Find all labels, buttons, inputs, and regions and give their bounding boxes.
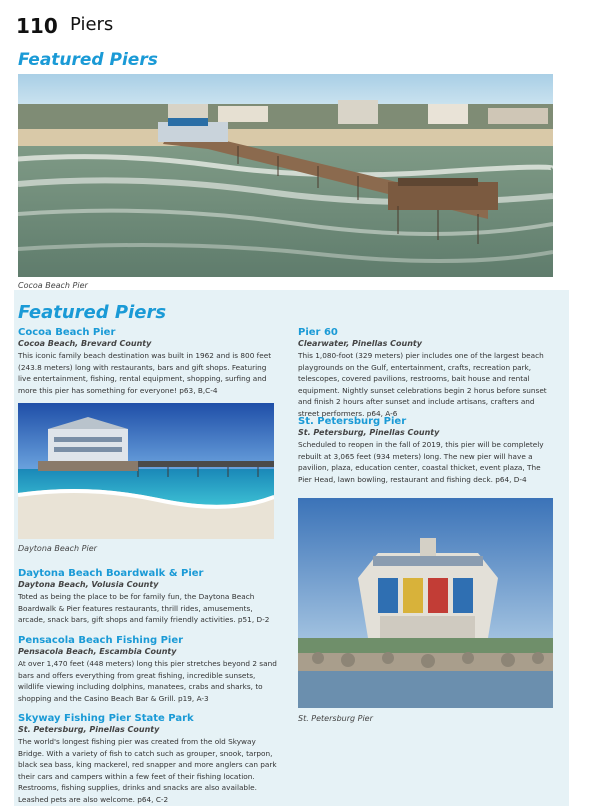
section-name: Piers [70,14,114,35]
entry-daytona-beach-boardwalk [18,568,280,626]
entry-cocoa-beach-pier [18,327,278,396]
entry-body: At over 1,470 feet (448 meters) long this pier stretches beyond 2 sand bars and offers everything from great fishing, incredible sunsets, wildlife viewing including dolphins, manatees, crabs and sharks, to shopping and the Casino Beach Bar & Grill. p19, A-3 [18,659,277,703]
st-petersburg-pier-photo [298,498,553,708]
entry-location: Clearwater, Pinellas County [298,339,422,348]
entry-location: St. Petersburg, Pinellas County [18,725,160,734]
caption-st-petersburg-pier: St. Petersburg Pier [298,714,373,723]
entry-pensacola-beach-fishing-pier [18,635,280,704]
entry-body: The world's longest fishing pier was created from the old Skyway Bridge. With a variety of fish to catch such as grouper, snook, tarpon, black sea bass, king mackerel, red snapper and more anglers can park their cars and campers within a few feet of their fishing location. Restrooms, fishing supplies, drinks and snacks are also available. Leashed pets are also welcome. p64, C-2 [18,737,277,804]
entry-st-petersburg-pier [298,416,556,485]
caption-daytona-beach-pier: Daytona Beach Pier [18,544,97,553]
entry-pier-60 [298,327,556,419]
entry-location: St. Petersburg, Pinellas County [298,428,440,437]
entry-title: Cocoa Beach Pier [18,327,116,338]
cocoa-beach-pier-photo [18,74,553,277]
page-number: 110 [16,14,58,38]
entry-title: Pier 60 [298,327,338,338]
entry-body: Toted as being the place to be for family fun, the Daytona Beach Boardwalk & Pier features restaurants, thrill rides, amusements, arcade, snack bars, gift shops and family friendly activities. p51, D-2 [18,592,270,624]
entry-title: Skyway Fishing Pier State Park [18,713,194,724]
entry-location: Pensacola Beach, Escambia County [18,647,177,656]
entry-title: Pensacola Beach Fishing Pier [18,635,184,646]
daytona-beach-pier-photo [18,403,274,539]
entry-skyway-fishing-pier [18,713,280,805]
entry-location: Cocoa Beach, Brevard County [18,339,152,348]
panel-title: Featured Piers [18,302,167,323]
entry-location: Daytona Beach, Volusia County [18,580,159,589]
entry-body: This iconic family beach destination was built in 1962 and is 800 feet (243.8 meters) long with restaurants, bars and gift shops. Featuring live entertainment, fishing, rental equipment, shopping, surfing and more this pier has something for everyone! p63, B,C-4 [18,351,272,395]
entry-body: This 1,080-foot (329 meters) pier includes one of the largest beach playgrounds on the Gulf, entertainment, crafts, recreation park, telescopes, covered pavilions, restrooms, bait house and rental equipment. Nightly sunset celebrations begin 2 horus before sunset and finish 2 hours after sunset and include artisans, crafters and street performers. p64, A-6 [298,351,547,418]
page-title: Featured Piers [18,50,158,70]
caption-cocoa-beach-pier: Cocoa Beach Pier [18,281,88,290]
entry-title: Daytona Beach Boardwalk & Pier [18,568,204,579]
entry-title: St. Petersburg Pier [298,416,407,427]
entry-body: Scheduled to reopen in the fall of 2019, this pier will be completely rebuilt at 3,065 feet (934 meters) long. The new pier will have a pavilion, plaza, education center, coastal thicket, event plaza, The Pier Head, lawn bowling, restaurant and fishing deck. p64, D-4 [298,440,544,484]
